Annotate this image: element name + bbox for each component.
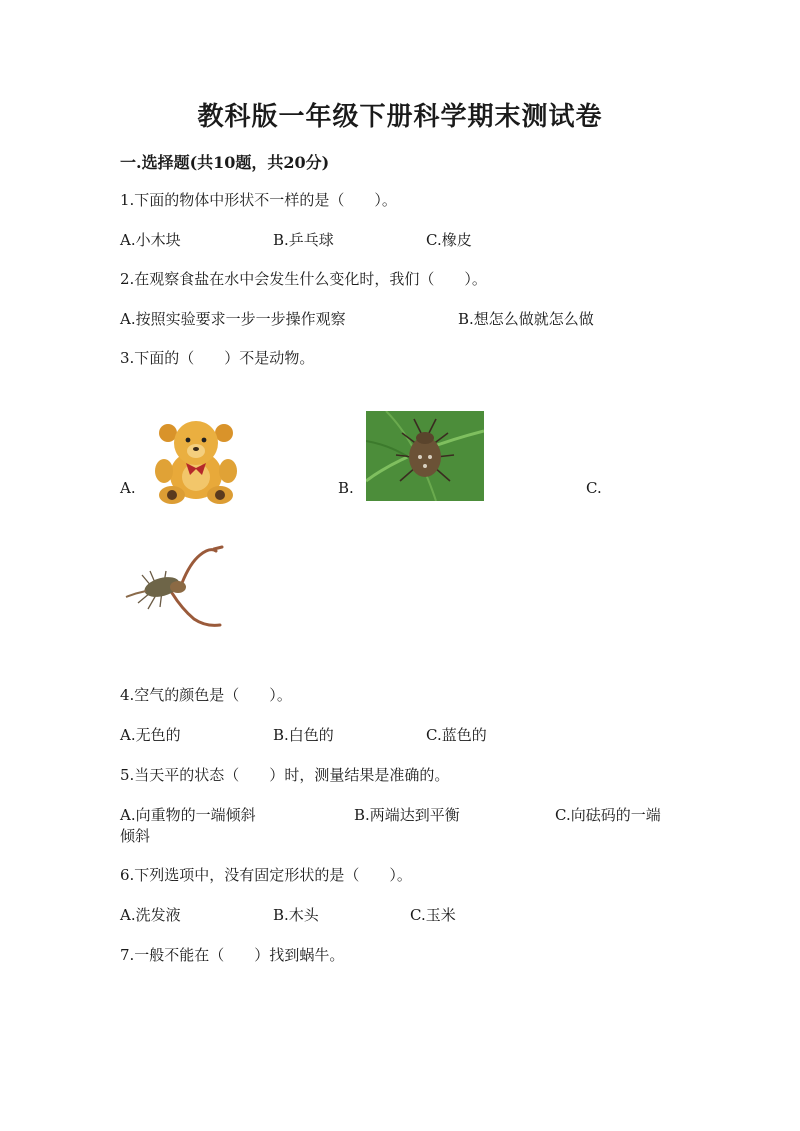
q4-option-a[interactable]: A.无色的 — [120, 726, 181, 744]
question-2: 2.在观察食盐在水中会发生什么变化时，我们（ ）。 — [120, 270, 487, 288]
q2-option-b[interactable]: B.想怎么做就怎么做 — [458, 310, 594, 328]
question-7: 7.一般不能在（ ）找到蜗牛。 — [120, 946, 345, 964]
q6-option-c[interactable]: C.玉米 — [410, 906, 456, 924]
q5-option-b[interactable]: B.两端达到平衡 — [354, 806, 460, 824]
q5-option-a[interactable]: A.向重物的一端倾斜 — [120, 806, 256, 824]
q1-option-b[interactable]: B.乒乓球 — [273, 231, 334, 249]
section-heading: 一.选择题(共10题，共20分) — [120, 153, 330, 172]
q6-option-b[interactable]: B.木头 — [273, 906, 319, 924]
stink-bug-on-leaf-image — [366, 411, 484, 501]
q6-option-a[interactable]: A.洗发液 — [120, 906, 181, 924]
teddy-bear-image — [150, 413, 242, 505]
q3-option-c[interactable]: C. — [586, 479, 602, 497]
question-1: 1.下面的物体中形状不一样的是（ ）。 — [120, 191, 397, 209]
q4-option-b[interactable]: B.白色的 — [273, 726, 334, 744]
q3-option-a[interactable]: A. — [120, 479, 136, 497]
q5-option-continuation: 倾斜 — [120, 827, 151, 845]
question-3: 3.下面的（ ）不是动物。 — [120, 349, 315, 367]
q1-option-c[interactable]: C.橡皮 — [426, 231, 472, 249]
question-5: 5.当天平的状态（ ）时，测量结果是准确的。 — [120, 766, 450, 784]
question-6: 6.下列选项中，没有固定形状的是（ ）。 — [120, 866, 412, 884]
q3-option-b[interactable]: B. — [338, 479, 354, 497]
q1-option-a[interactable]: A.小木块 — [120, 231, 181, 249]
q4-option-c[interactable]: C.蓝色的 — [426, 726, 487, 744]
scorpion-image — [122, 543, 224, 633]
q2-option-a[interactable]: A.按照实验要求一步一步操作观察 — [120, 310, 346, 328]
page-title: 教科版一年级下册科学期末测试卷 — [197, 102, 603, 132]
question-4: 4.空气的颜色是（ ）。 — [120, 686, 292, 704]
q5-option-c[interactable]: C.向砝码的一端 — [555, 806, 661, 824]
